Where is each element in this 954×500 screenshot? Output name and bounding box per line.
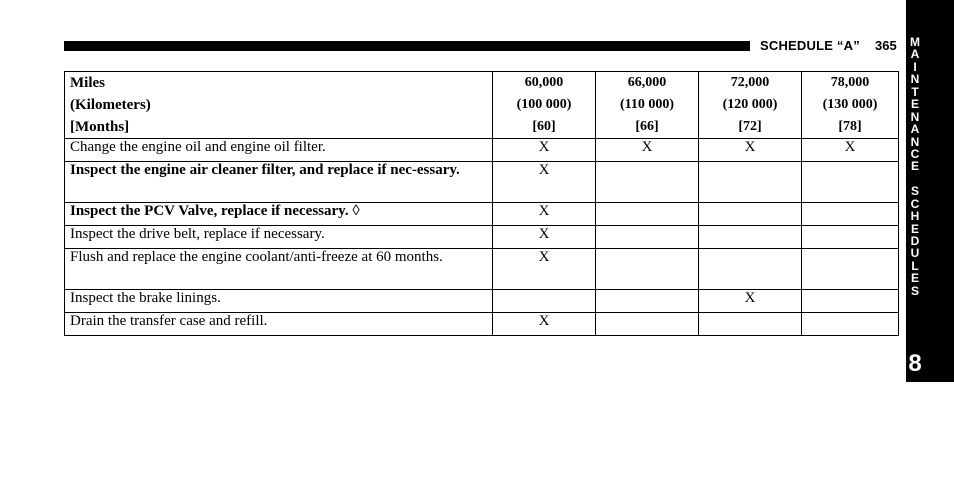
interval-header-78000 xyxy=(802,72,899,139)
service-mark xyxy=(802,226,899,249)
table-row xyxy=(65,139,899,162)
maintenance-schedule-table xyxy=(64,71,899,336)
tab-letter: U xyxy=(910,246,920,261)
chapter-number: 8 xyxy=(908,350,922,377)
chapter-tab xyxy=(906,0,954,382)
tab-letter: I xyxy=(913,59,917,74)
interval-km: (130 000) xyxy=(822,97,878,112)
service-mark: X xyxy=(493,226,596,249)
service-mark xyxy=(596,290,699,313)
service-mark: X xyxy=(493,313,596,336)
tab-letter: E xyxy=(910,97,919,112)
table-row xyxy=(65,203,899,226)
interval-miles: 72,000 xyxy=(730,75,770,90)
service-item: Inspect the brake linings. xyxy=(65,290,493,313)
header-rule xyxy=(64,41,750,51)
interval-months: [78] xyxy=(838,119,862,134)
service-item: Flush and replace the engine coolant/anti-freeze at 60 months. xyxy=(65,249,493,290)
service-mark: X xyxy=(493,162,596,203)
tab-letter: L xyxy=(911,258,919,273)
tab-letter: N xyxy=(910,72,920,87)
tab-letter: E xyxy=(910,221,919,236)
service-mark xyxy=(802,162,899,203)
tab-letter: E xyxy=(910,159,919,174)
service-mark xyxy=(699,203,802,226)
service-mark xyxy=(699,249,802,290)
service-mark: X xyxy=(699,290,802,313)
header-label-cell xyxy=(65,72,493,139)
service-mark xyxy=(802,203,899,226)
service-mark xyxy=(596,313,699,336)
service-item: Change the engine oil and engine oil filter. xyxy=(65,139,493,162)
tab-letter: C xyxy=(910,146,920,161)
tab-letter: C xyxy=(910,196,920,211)
service-mark xyxy=(596,203,699,226)
service-item: Inspect the engine air cleaner filter, and replace if nec-essary. xyxy=(65,162,493,203)
service-mark xyxy=(699,162,802,203)
table-header-row xyxy=(65,72,899,139)
service-mark xyxy=(596,249,699,290)
interval-months: [60] xyxy=(532,119,556,134)
service-mark xyxy=(802,249,899,290)
tab-letter: S xyxy=(910,283,919,298)
interval-header-66000 xyxy=(596,72,699,139)
table-row xyxy=(65,313,899,336)
tab-letter: S xyxy=(910,184,919,199)
interval-months: [66] xyxy=(635,119,659,134)
interval-months: [72] xyxy=(738,119,762,134)
tab-letter: N xyxy=(910,109,920,124)
table-row xyxy=(65,162,899,203)
tab-letter: E xyxy=(910,271,919,286)
header-months-label: [Months] xyxy=(70,119,130,135)
interval-km: (120 000) xyxy=(722,97,778,112)
service-mark: X xyxy=(493,139,596,162)
service-mark xyxy=(596,162,699,203)
tab-letter: N xyxy=(910,134,920,149)
tab-letter: H xyxy=(910,209,920,224)
interval-km: (110 000) xyxy=(619,97,675,112)
interval-miles: 66,000 xyxy=(627,75,667,90)
header-kilometers-label: (Kilometers) xyxy=(70,97,151,113)
tab-letter: T xyxy=(911,84,919,99)
service-item: Drain the transfer case and refill. xyxy=(65,313,493,336)
header-miles-label: Miles xyxy=(70,75,105,91)
service-mark: X xyxy=(493,203,596,226)
service-mark: X xyxy=(802,139,899,162)
interval-header-60000 xyxy=(493,72,596,139)
tab-letter: D xyxy=(910,234,920,248)
service-mark xyxy=(493,290,596,313)
service-mark xyxy=(596,226,699,249)
section-title: SCHEDULE “A” xyxy=(760,38,860,53)
service-mark: X xyxy=(596,139,699,162)
tab-letter: A xyxy=(910,47,920,62)
page-number: 365 xyxy=(875,38,897,53)
interval-km: (100 000) xyxy=(516,97,572,112)
interval-miles: 60,000 xyxy=(524,75,564,90)
tab-letter: M xyxy=(910,35,920,49)
service-mark xyxy=(699,313,802,336)
chapter-tab-letters xyxy=(906,36,924,297)
tab-letter: A xyxy=(910,122,920,137)
service-item: Inspect the PCV Valve, replace if necessary. ◊ xyxy=(65,203,493,226)
service-mark xyxy=(802,313,899,336)
table-row xyxy=(65,226,899,249)
service-mark: X xyxy=(699,139,802,162)
interval-header-72000 xyxy=(699,72,802,139)
table-row xyxy=(65,249,899,290)
service-mark xyxy=(699,226,802,249)
service-mark: X xyxy=(493,249,596,290)
service-mark xyxy=(802,290,899,313)
service-item: Inspect the drive belt, replace if necessary. xyxy=(65,226,493,249)
table-row xyxy=(65,290,899,313)
interval-miles: 78,000 xyxy=(830,75,870,90)
